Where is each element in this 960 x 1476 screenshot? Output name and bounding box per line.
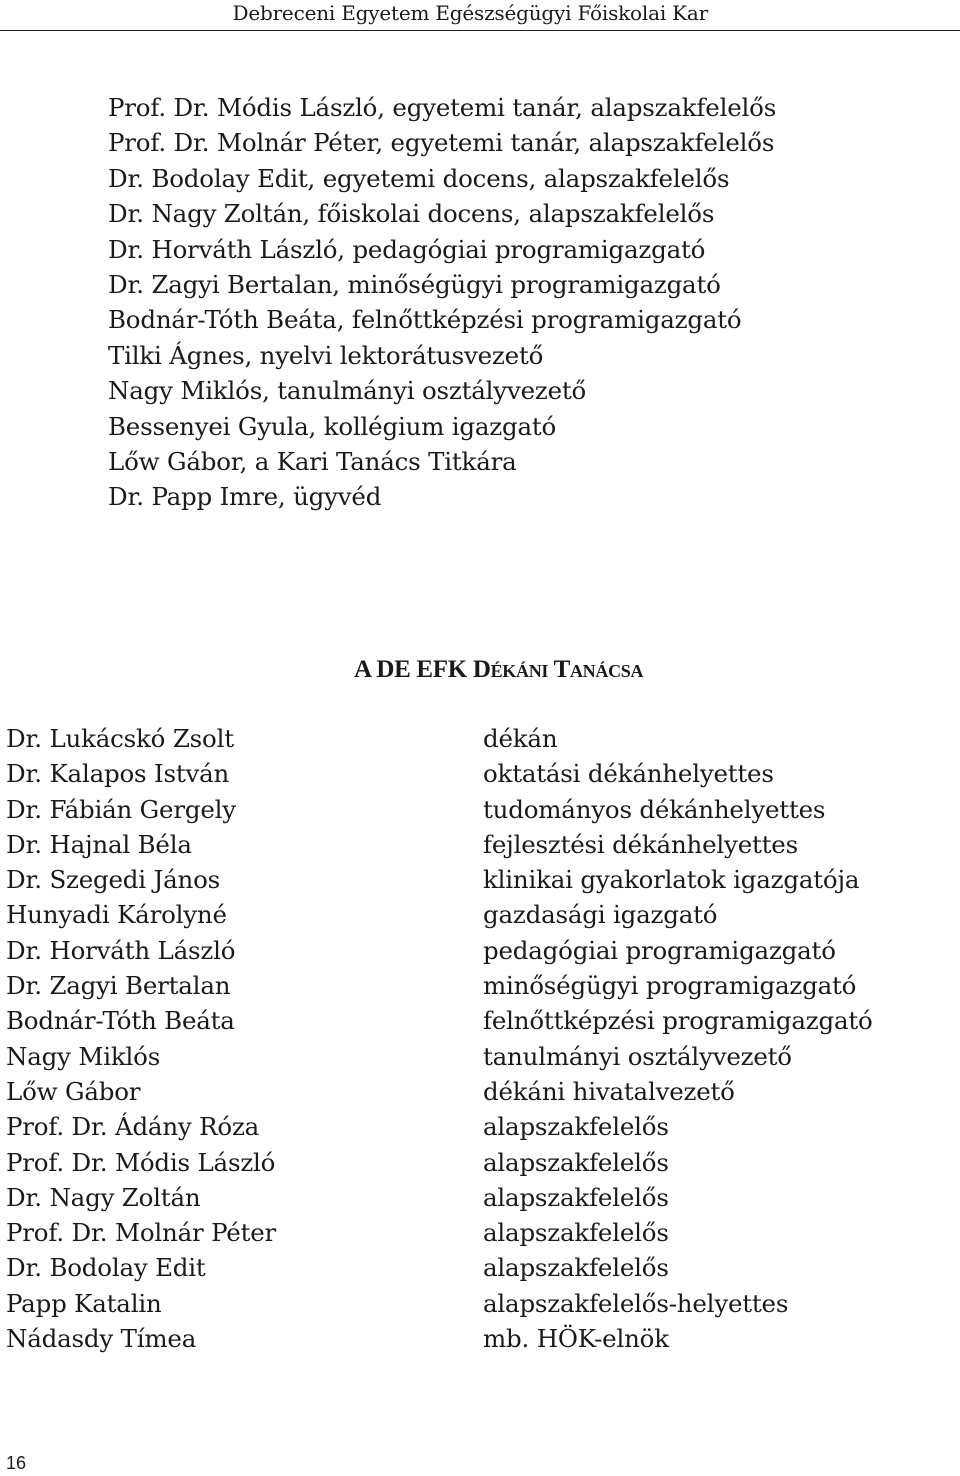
council-member-role: alapszakfelelős-helyettes bbox=[483, 1288, 789, 1318]
council-member-role: tudományos dékánhelyettes bbox=[483, 794, 826, 824]
council-member-name: Dr. Bodolay Edit bbox=[6, 1253, 206, 1283]
member-item: Bessenyei Gyula, kollégium igazgató bbox=[108, 411, 557, 441]
council-member-role: alapszakfelelős bbox=[483, 1112, 669, 1142]
council-member-role: alapszakfelelős bbox=[483, 1253, 669, 1283]
council-member-name: Hunyadi Károlyné bbox=[6, 900, 227, 930]
council-member-name: Dr. Kalapos István bbox=[6, 759, 230, 789]
council-member-role: mb. HÖK-elnök bbox=[483, 1324, 669, 1354]
council-member-name: Dr. Szegedi János bbox=[6, 865, 221, 895]
council-member-role: pedagógiai programigazgató bbox=[483, 935, 836, 965]
council-member-name: Nagy Miklós bbox=[6, 1041, 161, 1071]
council-member-name: Prof. Dr. Ádány Róza bbox=[6, 1112, 260, 1142]
council-member-role: dékán bbox=[483, 724, 558, 753]
council-row bbox=[6, 971, 906, 1006]
council-member-name: Bodnár-Tóth Beáta bbox=[6, 1006, 235, 1036]
page-number: 16 bbox=[6, 1453, 27, 1473]
council-member-name: Papp Katalin bbox=[6, 1288, 162, 1318]
member-item: Bodnár-Tóth Beáta, felnőttképzési programigazgató bbox=[108, 305, 742, 335]
council-row bbox=[6, 1112, 906, 1147]
member-item: Dr. Nagy Zoltán, főiskolai docens, alapszakfelelős bbox=[108, 199, 715, 229]
council-member-name: Dr. Zagyi Bertalan bbox=[6, 971, 231, 1001]
council-row bbox=[6, 1077, 906, 1112]
council-member-role: fejlesztési dékánhelyettes bbox=[483, 829, 798, 859]
member-item: Tilki Ágnes, nyelvi lektorátusvezető bbox=[108, 340, 544, 370]
council-member-name: Lőw Gábor bbox=[6, 1076, 141, 1106]
council-row bbox=[6, 724, 906, 759]
council-member-name: Prof. Dr. Módis László bbox=[6, 1147, 276, 1177]
council-row bbox=[6, 1289, 906, 1324]
council-row bbox=[6, 1324, 906, 1359]
member-item: Lőw Gábor, a Kari Tanács Titkára bbox=[108, 447, 517, 477]
council-member-role: minőségügyi programigazgató bbox=[483, 971, 857, 1001]
council-row bbox=[6, 795, 906, 830]
council-member-name: Dr. Hajnal Béla bbox=[6, 829, 192, 859]
member-item: Nagy Miklós, tanulmányi osztályvezető bbox=[108, 376, 587, 406]
member-item: Dr. Bodolay Edit, egyetemi docens, alapszakfelelős bbox=[108, 163, 730, 193]
member-item: Dr. Zagyi Bertalan, minőségügyi programigazgató bbox=[108, 270, 721, 300]
council-row bbox=[6, 900, 906, 935]
member-item: Dr. Horváth László, pedagógiai programigazgató bbox=[108, 234, 706, 264]
council-member-role: oktatási dékánhelyettes bbox=[483, 759, 774, 789]
council-row bbox=[6, 865, 906, 900]
council-row bbox=[6, 1042, 906, 1077]
council-row bbox=[6, 1148, 906, 1183]
council-row bbox=[6, 1253, 906, 1288]
council-member-role: gazdasági igazgató bbox=[483, 900, 718, 930]
member-item: Prof. Dr. Módis László, egyetemi tanár, alapszakfelelős bbox=[108, 93, 777, 122]
council-row bbox=[6, 1006, 906, 1041]
council-member-name: Dr. Horváth László bbox=[6, 935, 236, 965]
council-member-role: alapszakfelelős bbox=[483, 1182, 669, 1212]
council-member-role: tanulmányi osztályvezető bbox=[483, 1041, 792, 1071]
member-item: Prof. Dr. Molnár Péter, egyetemi tanár, alapszakfelelős bbox=[108, 128, 775, 158]
council-member-role: alapszakfelelős bbox=[483, 1218, 669, 1248]
council-member-name: Dr. Nagy Zoltán bbox=[6, 1182, 201, 1212]
council-member-name: Prof. Dr. Molnár Péter bbox=[6, 1218, 277, 1248]
council-row bbox=[6, 830, 906, 865]
council-member-name: Dr. Fábián Gergely bbox=[6, 794, 236, 824]
council-member-role: dékáni hivatalvezető bbox=[483, 1076, 735, 1106]
council-member-name: Dr. Lukácskó Zsolt bbox=[6, 724, 234, 753]
section-title: A DE EFK Dékáni Tanácsa bbox=[354, 656, 644, 683]
council-row bbox=[6, 759, 906, 794]
council-member-role: felnőttképzési programigazgató bbox=[483, 1006, 873, 1036]
council-member-name: Nádasdy Tímea bbox=[6, 1324, 197, 1354]
member-item: Dr. Papp Imre, ügyvéd bbox=[108, 482, 382, 512]
council-table bbox=[6, 724, 906, 1359]
council-row bbox=[6, 936, 906, 971]
members-list bbox=[108, 90, 776, 515]
council-member-role: alapszakfelelős bbox=[483, 1147, 669, 1177]
council-member-role: klinikai gyakorlatok igazgatója bbox=[483, 865, 860, 895]
running-header bbox=[0, 0, 960, 31]
council-row bbox=[6, 1218, 906, 1253]
header-title: Debreceni Egyetem Egészségügyi Főiskolai Kar bbox=[232, 1, 708, 25]
council-row bbox=[6, 1183, 906, 1218]
